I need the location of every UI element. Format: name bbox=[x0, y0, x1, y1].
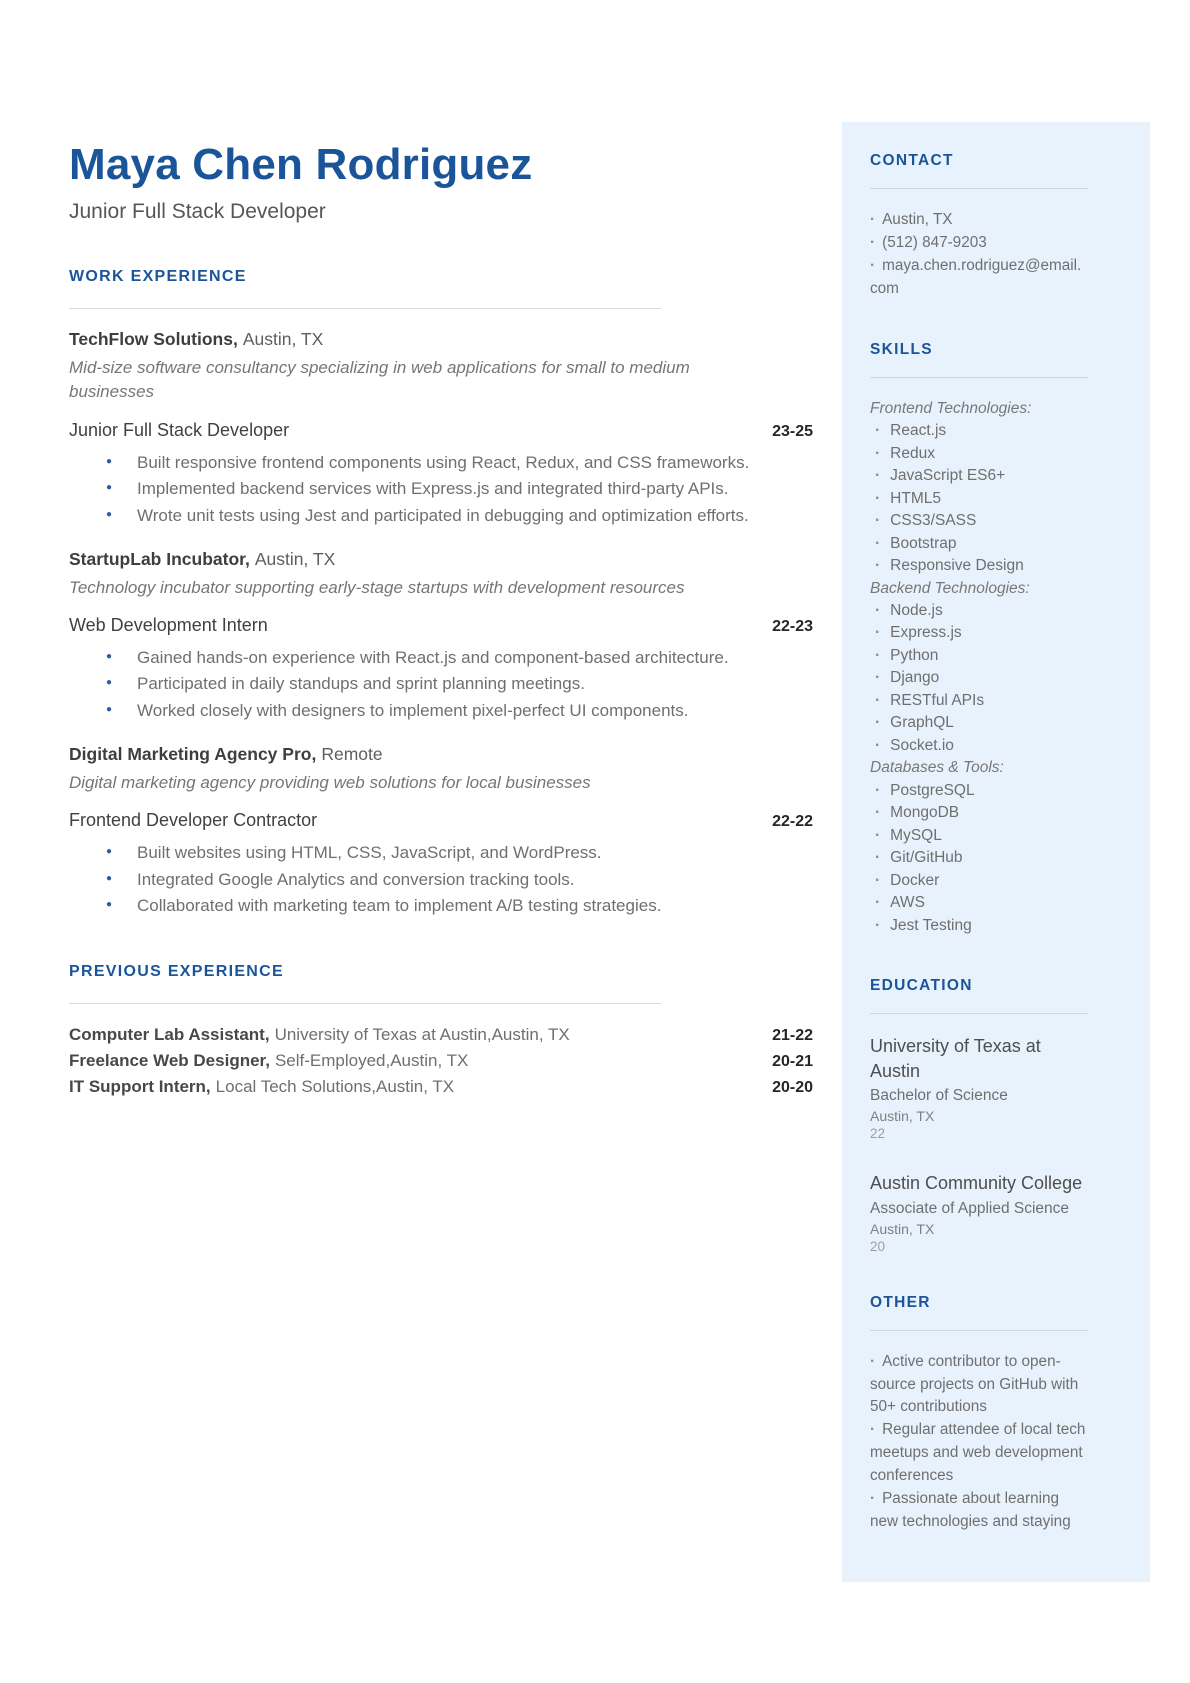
job-bullets bbox=[69, 450, 813, 529]
skill-item: · Express.js bbox=[870, 622, 1088, 644]
skill-item: · RESTful APIs bbox=[870, 690, 1088, 712]
sidebar-content bbox=[842, 152, 1150, 1534]
skill-item: · CSS3/SASS bbox=[870, 510, 1088, 532]
previous-org: Local Tech Solutions,Austin, TX bbox=[215, 1077, 455, 1097]
education-section bbox=[870, 977, 1088, 1254]
job-entry bbox=[69, 742, 813, 919]
company-line bbox=[69, 742, 813, 767]
jobs-list bbox=[69, 327, 813, 919]
school-location: Austin, TX bbox=[870, 1108, 935, 1125]
school-name: Austin Community College bbox=[870, 1173, 1083, 1194]
company-line bbox=[69, 547, 813, 572]
school-year: 22 bbox=[870, 1126, 886, 1142]
skills-section bbox=[870, 341, 1088, 937]
previous-role-org bbox=[69, 1074, 454, 1099]
job-dates: 22-22 bbox=[772, 813, 813, 831]
job-dates: 22-23 bbox=[772, 618, 813, 636]
school-degree: Bachelor of Science bbox=[870, 1087, 1008, 1105]
skill-item: · PostgreSQL bbox=[870, 780, 1088, 802]
education-divider bbox=[870, 1013, 1088, 1014]
company-summary: Technology incubator supporting early-stage startups with development resources bbox=[69, 577, 685, 597]
previous-role-org bbox=[69, 1048, 468, 1073]
skill-group bbox=[870, 398, 1088, 578]
skill-group bbox=[870, 757, 1088, 937]
education-list bbox=[870, 1034, 1088, 1254]
previous-list bbox=[69, 1022, 813, 1100]
previous-org: University of Texas at Austin,Austin, TX bbox=[274, 1025, 570, 1045]
skill-item: · Django bbox=[870, 667, 1088, 689]
job-bullet: ● Wrote unit tests using Jest and participated in debugging and optimization efforts. bbox=[137, 503, 752, 529]
skill-item: · JavaScript ES6+ bbox=[870, 465, 1088, 487]
skill-item: · React.js bbox=[870, 420, 1088, 442]
other-divider bbox=[870, 1330, 1088, 1331]
person-name: Maya Chen Rodriguez bbox=[69, 140, 533, 189]
education-entry bbox=[870, 1034, 1088, 1141]
skill-item: · AWS bbox=[870, 892, 1088, 914]
skill-items bbox=[870, 780, 1088, 937]
other-item: · Passionate about learning new technologies and staying bbox=[870, 1488, 1088, 1534]
previous-dates: 20-21 bbox=[772, 1053, 813, 1071]
skill-items bbox=[870, 420, 1088, 577]
previous-row bbox=[69, 1048, 813, 1074]
job-bullet: ● Collaborated with marketing team to implement A/B testing strategies. bbox=[137, 893, 752, 919]
skill-item: · Jest Testing bbox=[870, 915, 1088, 937]
skill-item: · MySQL bbox=[870, 825, 1088, 847]
skill-item: · HTML5 bbox=[870, 488, 1088, 510]
previous-role: Freelance Web Designer, bbox=[69, 1051, 270, 1071]
job-bullet: ● Gained hands-on experience with React.js and component-based architecture. bbox=[137, 645, 752, 671]
contact-heading: CONTACT bbox=[870, 152, 954, 169]
company-summary: Digital marketing agency providing web solutions for local businesses bbox=[69, 772, 591, 792]
role-row bbox=[69, 615, 813, 636]
contact-item: · (512) 847-9203 bbox=[870, 232, 1088, 255]
company-location: Austin, TX bbox=[254, 549, 336, 569]
school-location: Austin, TX bbox=[870, 1220, 935, 1237]
previous-row bbox=[69, 1074, 813, 1100]
skill-group bbox=[870, 578, 1088, 758]
previous-role-org bbox=[69, 1022, 570, 1047]
contact-item: · maya.chen.rodriguez@email.com bbox=[870, 255, 1088, 301]
other-item: · Regular attendee of local tech meetups and web development conferences bbox=[870, 1419, 1088, 1488]
contact-list bbox=[870, 209, 1088, 301]
skill-item: · Node.js bbox=[870, 600, 1088, 622]
skill-item: · Docker bbox=[870, 870, 1088, 892]
previous-dates: 20-20 bbox=[772, 1079, 813, 1097]
company-location: Austin, TX bbox=[242, 329, 324, 350]
job-title: Junior Full Stack Developer bbox=[69, 419, 290, 440]
job-bullet: ● Integrated Google Analytics and conversion tracking tools. bbox=[137, 867, 752, 893]
main-column bbox=[69, 142, 813, 1100]
skill-item: · Redux bbox=[870, 443, 1088, 465]
skill-group-label: Databases & Tools: bbox=[870, 759, 1004, 777]
previous-dates: 21-22 bbox=[772, 1027, 813, 1045]
job-title: Web Development Intern bbox=[69, 615, 268, 636]
skills-groups bbox=[870, 398, 1088, 937]
skill-group-label: Backend Technologies: bbox=[870, 579, 1030, 597]
company-summary: Mid-size software consultancy specializing in web applications for small to medium businesses bbox=[69, 357, 690, 402]
other-item: · Active contributor to open-source projects on GitHub with 50+ contributions bbox=[870, 1351, 1088, 1420]
skill-item: · GraphQL bbox=[870, 712, 1088, 734]
role-row bbox=[69, 420, 813, 441]
previous-role: IT Support Intern, bbox=[69, 1077, 211, 1097]
contact-section bbox=[870, 152, 1088, 301]
skills-divider bbox=[870, 377, 1088, 378]
job-title: Frontend Developer Contractor bbox=[69, 810, 318, 831]
job-bullet: ● Worked closely with designers to implement pixel-perfect UI components. bbox=[137, 698, 752, 724]
company-name: TechFlow Solutions, bbox=[69, 329, 238, 350]
school-year: 20 bbox=[870, 1238, 886, 1254]
skill-item: · MongoDB bbox=[870, 802, 1088, 824]
school-degree: Associate of Applied Science bbox=[870, 1199, 1070, 1217]
previous-org: Self-Employed,Austin, TX bbox=[274, 1051, 469, 1071]
skill-items bbox=[870, 600, 1088, 757]
previous-divider bbox=[69, 1003, 661, 1004]
section-heading-previous: PREVIOUS EXPERIENCE bbox=[69, 963, 284, 981]
job-bullet: ● Implemented backend services with Express.js and integrated third-party APIs. bbox=[137, 476, 752, 502]
section-heading-work: WORK EXPERIENCE bbox=[69, 268, 247, 286]
previous-role: Computer Lab Assistant, bbox=[69, 1025, 270, 1045]
skill-item: · Socket.io bbox=[870, 735, 1088, 757]
education-entry bbox=[870, 1171, 1088, 1253]
skill-group-label: Frontend Technologies: bbox=[870, 399, 1032, 417]
job-bullets bbox=[69, 840, 813, 919]
education-heading: EDUCATION bbox=[870, 977, 973, 994]
job-entry bbox=[69, 547, 813, 724]
person-title: Junior Full Stack Developer bbox=[69, 200, 326, 224]
job-bullet: ● Built websites using HTML, CSS, JavaScript, and WordPress. bbox=[137, 840, 752, 866]
previous-row bbox=[69, 1022, 813, 1048]
school-name: University of Texas at Austin bbox=[870, 1036, 1041, 1082]
job-bullet: ● Participated in daily standups and sprint planning meetings. bbox=[137, 671, 752, 697]
company-name: Digital Marketing Agency Pro, bbox=[69, 744, 317, 765]
contact-item: · Austin, TX bbox=[870, 209, 1088, 232]
job-dates: 23-25 bbox=[772, 422, 813, 440]
skill-item: · Python bbox=[870, 645, 1088, 667]
job-bullets bbox=[69, 645, 813, 724]
skill-item: · Bootstrap bbox=[870, 533, 1088, 555]
company-location: Remote bbox=[321, 744, 383, 765]
role-row bbox=[69, 810, 813, 831]
job-entry bbox=[69, 327, 813, 529]
job-bullet: ● Built responsive frontend components using React, Redux, and CSS frameworks. bbox=[137, 450, 752, 476]
contact-divider bbox=[870, 188, 1088, 189]
company-name: StartupLab Incubator, bbox=[69, 549, 250, 569]
skill-item: · Git/GitHub bbox=[870, 847, 1088, 869]
other-section bbox=[870, 1294, 1088, 1535]
other-list bbox=[870, 1351, 1088, 1535]
skill-item: · Responsive Design bbox=[870, 555, 1088, 577]
other-heading: OTHER bbox=[870, 1293, 931, 1311]
skills-heading: SKILLS bbox=[870, 340, 933, 358]
company-line bbox=[69, 327, 813, 352]
work-divider bbox=[69, 308, 661, 309]
